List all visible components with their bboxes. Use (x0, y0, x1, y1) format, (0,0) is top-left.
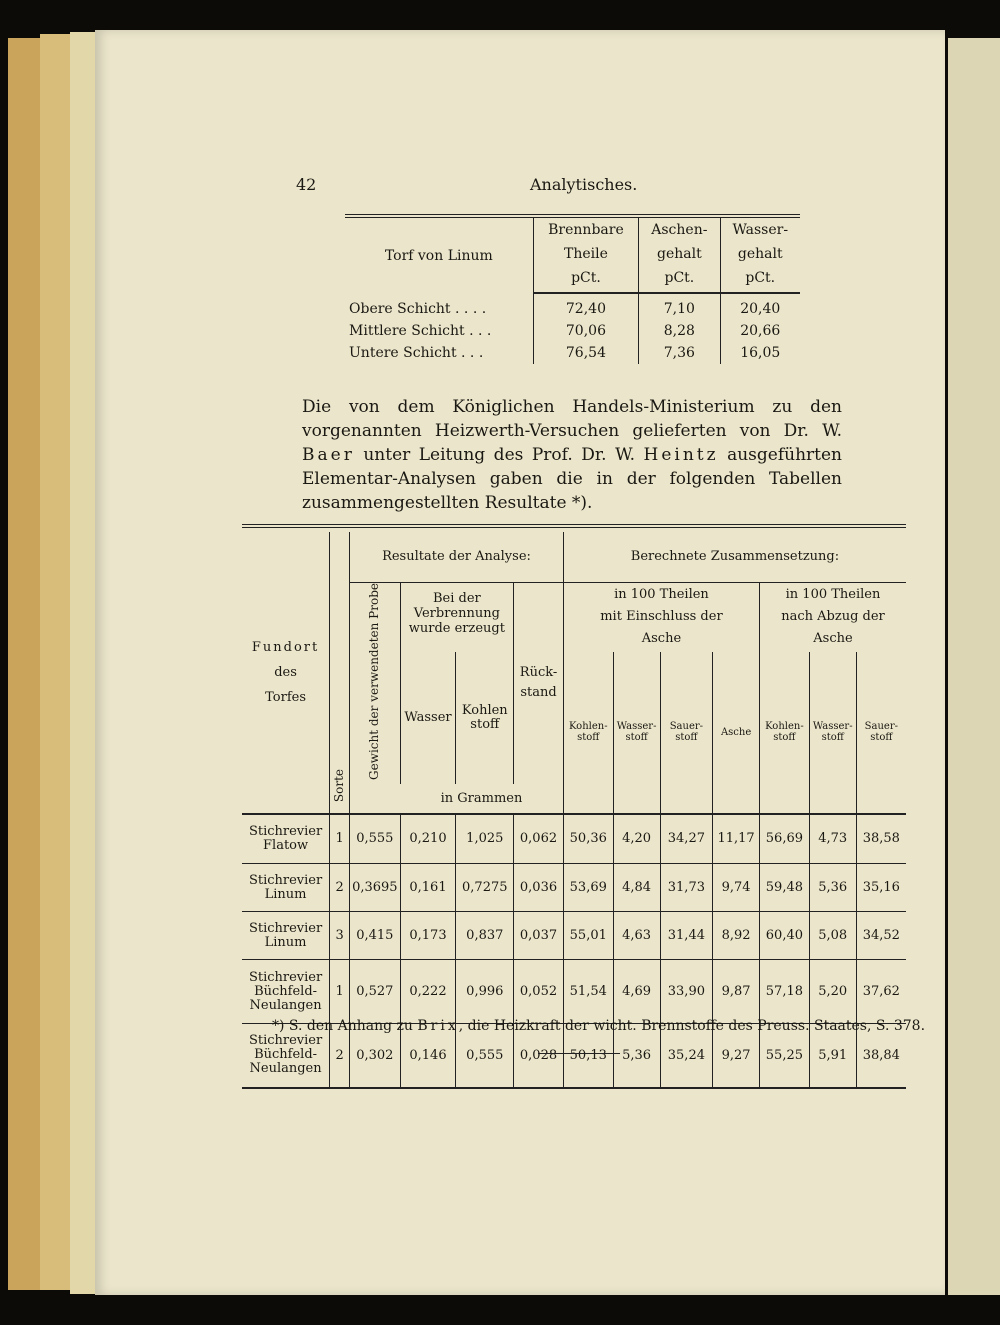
header-sorte: Sorte (330, 532, 350, 814)
footnote-rule (538, 1053, 620, 1054)
header-berechnete: Berechnete Zusammensetzung: (563, 532, 906, 582)
body-paragraph: Die von dem Königlichen Handels-Ministerium zu den vorgenannten Heizwerth-Versuchen gelieferten von Dr. W. Baer unter Leitung des Prof. Dr. W. Heintz ausgeführten Elementar-Analysen gaben die in der folgenden Tabellen zusammengestellten Resultate *). (302, 397, 842, 513)
table-row: Stichrevier Linum 3 0,415 0,173 0,837 0,037 55,01 4,63 31,44 8,92 60,40 5,08 34,52 (242, 912, 906, 960)
peat-layer-table: Torf von Linum Brennbare Aschen- Wasser- Theile gehalt gehalt pCt. pCt. pCt. Obere Schicht . . . . 72,40 7,10 20,40 Mittlere Schicht . . . 70,06 8,28 20,66 Untere Schicht . . . 76,54 7,36 16,05 (345, 214, 800, 364)
table-rule (242, 524, 906, 528)
table-row: Stichrevier Flatow 1 0,555 0,210 1,025 0,062 50,36 4,20 34,27 11,17 56,69 4,73 38,58 (242, 814, 906, 864)
t1-header-torf: Torf von Linum (345, 216, 533, 293)
page-number: 42 (296, 175, 317, 194)
facing-page-edge (948, 38, 1000, 1295)
analysis-table: Fundort des Torfes Sorte Resultate der Analyse: Berechnete Zusammensetzung: Gewicht der verwendeten Probe Bei der Verbrennung wurde erzeugt Rück- stand in 100 Theilen mit Einschluss der Asche in 100 Theilen nach Abzug der Asche Wasser Kohlen stoff Kohlen-stoff Wasser-stoff Sauer-stoff Asche Kohlen-stoff Wasser-stoff Sauer-stoff in Grammen Stichrevier Flatow 1 0,555 0,210 1,025 0,062 50,36 4,20 34,27 11,17 56,69 4,73 38,58 Stichrevier Linum 2 0,3695 0,161 0,7275 0,036 53,69 4,84 31,73 9,74 59,48 5,36 35,16 Stichrevier Linum 3 0,415 0,173 0,837 0,037 55,01 4,63 31,44 8,92 60,40 5,08 34,52 Stichrevier Büchfeld- Neulangen 1 0,527 0,222 0,996 0,052 51,54 4,69 33,90 9,87 57,18 5,20 37,62 Stichrevier Büchfeld- Neulangen 2 0,302 0,146 0,555 0,028 50,13 5,36 35,24 9,27 55,25 5,91 38,84 (242, 532, 906, 1089)
table-row: Untere Schicht . . . 76,54 7,36 16,05 (345, 342, 800, 364)
header-gewicht: Gewicht der verwendeten Probe (350, 582, 401, 784)
header-resultate: Resultate der Analyse: (350, 532, 564, 582)
table-row: Obere Schicht . . . . 72,40 7,10 20,40 (345, 293, 800, 320)
table-row: Stichrevier Büchfeld- Neulangen 2 0,302 0,146 0,555 0,028 50,13 5,36 35,24 9,27 55,25 5,91 38,84 (242, 1024, 906, 1088)
header-fundort: Fundort des Torfes (242, 532, 330, 814)
running-title: Analytisches. (530, 175, 638, 194)
footnote: *) S. den Anhang zu Brix, die Heizkraft der wicht. Brennstoffe des Preuss. Staates, S. 378. (272, 1018, 926, 1034)
table-row: Stichrevier Linum 2 0,3695 0,161 0,7275 0,036 53,69 4,84 31,73 9,74 59,48 5,36 35,16 (242, 864, 906, 912)
table-row: Mittlere Schicht . . . 70,06 8,28 20,66 (345, 320, 800, 342)
table-row: Stichrevier Büchfeld- Neulangen 1 0,527 0,222 0,996 0,052 51,54 4,69 33,90 9,87 57,18 5,20 37,62 (242, 960, 906, 1024)
